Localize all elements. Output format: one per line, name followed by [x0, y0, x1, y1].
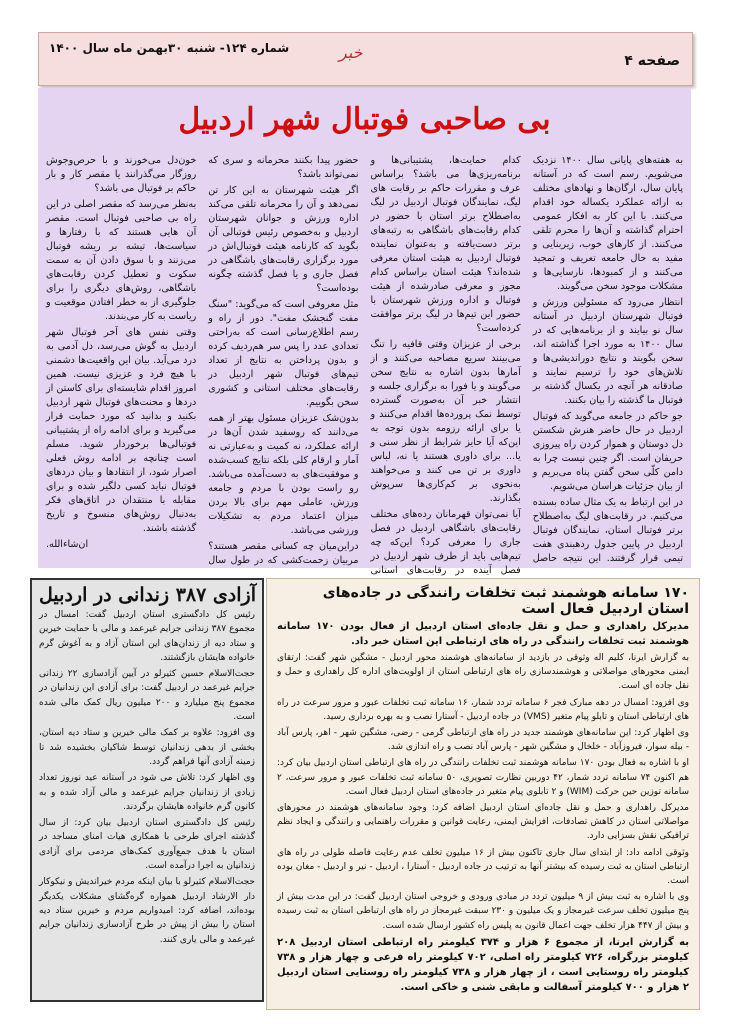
traffic-cameras-article-body — [267, 619, 699, 995]
main-signoff: ان‌شاءالله. — [46, 539, 89, 550]
prisoners-paragraph: رئیس کل دادگستری استان اردبیل بیان کرد: از سال گذشته اجرای طرحی با همکاری هیات امنای مساجد در استان با هدف جمع‌آوری کمک‌های مردمی برای آزادی زندانیان به اجرا درآمده است. — [39, 818, 255, 872]
page-number: صفحه ۴ — [624, 53, 680, 69]
prisoners-paragraph: حجت‌الاسلام حسین کثیرلو در آیین آزادسازی ۲۲ زندانی جرایم غیرعمد در اردبیل گفت: برای آزادی این زندانیان در مجموع پنج میلیارد و ۲۰۰ میلیون ریال کمک مالی شده است. — [39, 669, 255, 723]
main-article — [38, 88, 691, 576]
main-article-body — [46, 154, 684, 576]
traffic-cameras-closing: به گزارش ایرنا، از مجموع ۶ هزار و ۳۷۴ کیلومتر راه ارتباطی استان اردبیل ۲۰۸ کیلومتر بزرگراه، ۷۲۶ کیلومتر راه اصلی، ۷۰۲ کیلومتر راه فرعی و چهار هزار و ۷۳۸ کیلومتر راه روستایی است ، از چهار هزار و ۷۳۸ کیلومتر راه روستایی استان اردبیل ۲ هزار و ۷۰۰ کیلومتر آسفالت و مابقی شنی و خاکی است. — [277, 936, 690, 993]
main-paragraph: وقتی نفس های آخر فوتبال شهر اردبیل به گوش می‌رسد، دل آدمی به درد می‌آید. بیان این واقعیت‌ها دشمنی با هیچ فرد و عزیزی نیست. همین امروز اقدام شایسته‌ای برای کاستن از دردها و محنت‌های فوتبال شهر اردبیل بکنید و بدانید که مورد حمایت قرار می‌گیرید و برای ادامه راه از پشتیبانی فوتبالی‌ها برخوردار شوید. مسلم است چنانچه بر ادامه روش فعلی اصرار شود، از انتقادها و بیان دردهای فوتبال نباید کسی دلگیر شده و برای مقابله با منتقدان در اتاق‌های فکر به‌دنبال روش‌های منسوخ و تاریخ گذشته باشند. — [46, 327, 197, 534]
prisoners-paragraph: رئیس کل دادگستری استان اردبیل گفت: امسال در مجموع ۳۸۷ زندانی جرایم غیرعمد و مالی با حمایت خیرین و ستاد دیه از زندان‌های این استان آزاد و به آغوش گرم خانواده هایشان بازگشتند. — [39, 610, 256, 663]
traffic-cameras-paragraph: مدیرکل راهداری و حمل و نقل جاده‌ای استان اردبیل اضافه کرد: وجود سامانه‌های هوشمند در محورهای مواصلاتی استان در کاهش تصادفات، افزایش ایمنی، رعایت قوانین و مقررات راهنمایی و رانندگی و ایجاد نظم ترافیکی نقش بسزایی دارد. — [277, 803, 689, 842]
main-paragraph: به‌نظر می‌رسد که مقصر اصلی در این راه بی صاحبی فوتبال است. مقصر آن هایی هستند که با رفتارها و سیاست‌ها، تیشه بر ریشه فوتبال می‌زنند و با سوق دادن آن به سمت سکوت و تعطیل کردن رقابت‌های باشگاهی، روش‌های دیگری را برای جلوگیری از به خطر افتادن موقعیت و ریاست به کار می‌بندند. — [46, 199, 197, 322]
traffic-cameras-paragraph: به گزارش ایرنا، کلیم اله وثوقی در بازدید از سامانه‌های هوشمند محور اردبیل - مشگین شهر گفت: ارتقای ایمنی محورهای مواصلاتی و هوشمندسازی راه های ارتباطی استان از اولویت‌های اداره کل راهداری و حمل و نقل جاده ای است. — [277, 653, 689, 692]
issue-info: شماره ۱۲۴- شنبه ۳۰بهمن ماه سال ۱۴۰۰ — [49, 41, 290, 55]
traffic-cameras-lead: مدیرکل راهداری و حمل و نقل جاده‌ای استان اردبیل از فعال بودن ۱۷۰ سامانه هوشمند ثبت تخلفات رانندگی در راه های ارتباطی این استان خبر داد. — [277, 621, 690, 647]
prisoners-paragraph: وی افزود: علاوه بر کمک مالی خیرین و ستاد دیه استان، بخشی از بدهی زندانیان توسط شاکیان بخشیده شد تا زمینه آزادی آنها فراهم گردد. — [39, 728, 255, 767]
main-paragraph: برخی از عزیزان وقتی قافیه را تنگ می‌بینند سریع مصاحبه می‌کنند و از آمارها بدون اشاره به نتایج سخن می‌گویند و یا فورا به برگزاری جلسه و انتشار خبر آن به‌صورت گسترده توسط نمک پرورده‌ها اقدام می‌کنند و یا برای ارائه رزومه بدون توجه به این‌که آیا حایز شرایط از نظر سنی و یا... برای داوری هستند یا نه، لباس داوری بر تن می کنند و می‌خواهند به‌نحوی بر کم‌کاری‌ها سرپوش بگذارند. — [370, 339, 521, 504]
traffic-cameras-paragraph: وی با اشاره به ثبت بیش از ۹ میلیون تردد در مبادی ورودی و خروجی استان اردبیل گفت: در این مدت بیش از پنج میلیون تخلف سرعت غیرمجاز و یک میلیون و ۲۳۰ سبقت غیرمجاز در راه های ارتباطی استان به ثبت رسیده و بیش از ۴۴۷ هزار تخلف جهت اعمال قانون به پلیس راه کشور ارسال شده است. — [277, 892, 689, 931]
prisoners-article — [30, 578, 264, 1002]
prisoners-paragraph: حجت‌الاسلام کثیرلو با بیان اینکه مردم خیراندیش و نیکوکار دار الارشاد اردبیل همواره گره‌گشای مشکلات یکدیگر بوده‌اند، اضافه کرد: امیدواریم مردم و خیرین ستاد دیه استان را بیش از پیش در طرح آزادسازی زندانیان جرایم غیرعمد و مالی یاری کنند. — [39, 877, 255, 945]
traffic-cameras-paragraph: وی افزود: امسال در دهه مبارک فجر ۶ سامانه تردد شمار، ۱۶ سامانه ثبت تخلفات عبور و مرور سرعت در راه های ارتباطی استان و تابلو پیام متغیر (VMS) در جاده اردبیل - آستارا نصب و به بهره برداری رسید. — [277, 697, 689, 722]
prisoners-article-title: آزادی ۳۸۷ زندانی در اردبیل — [39, 584, 256, 606]
traffic-cameras-article-title: ۱۷۰ سامانه هوشمند ثبت تخلفات رانندگی در جاده‌های استان اردبیل فعال است — [322, 585, 689, 617]
main-paragraph: اگر هیئت شهرستان به این کار تن نمی‌دهد و آن را محرمانه تلقی می‌کند اداره ورزش و جوانان شهرستان اردبیل و به‌خصوص رئیس فوتبالی آن بگوید که کارنامه هیئت فوتبال‌اش در مورد برگزاری رقابت‌های باشگاهی در فصل جاری و یا فصل گذشته چگونه بوده‌است؟ — [208, 185, 359, 294]
main-paragraph: بدون‌شک عزیزان مسئول بهتر از همه می‌دانند که روسفید شدن آن‌ها در ارائه عملکرد، نه کمیت و به‌عبارتی نه آمار و ارقام کلی بلکه نتایج کسب‌شده و موفقیت‌های به دست‌آمده می‌باشد. رو راست بودن با مردم و جامعه ورزش، عاملی مهم برای بالا بردن میزان اعتماد مردم به تشکیلات ورزشی می‌باشد. — [208, 413, 359, 536]
main-paragraph: آیا نمی‌توان قهرمانان رده‌های مختلف رقابت‌های باشگاهی اردبیل در فصل جاری را معرفی کرد؟ این‌که چه تیم‌هایی باید از طرف شهر اردبیل در فصل آینده در رقابت‌های استانی حضور پیدا بکنند محرمانه و سری که نمی‌تواند باشد؟ — [208, 155, 521, 576]
prisoners-article-body — [32, 608, 262, 947]
traffic-cameras-article — [266, 578, 700, 1010]
section-label: خبر — [339, 43, 363, 62]
main-article-title: بی صاحبی فوتبال شهر اردبیل — [178, 102, 551, 137]
main-paragraph: مثل معروفی است که می‌گوید: "سنگ مفت گنجشک مفت". دور از راه و رسم اطلاع‌رسانی است که به‌راحتی تعدادی عدد را پس سر هم‌ردیف کرده و بدون پرداختن به نتایج از تعداد تیم‌های فوتبال شهر اردبیل در رقابت‌های مختلف استانی و کشوری سخن بگوییم. — [208, 299, 359, 408]
main-paragraph: انتظار می‌رود که مسئولین ورزش و فوتبال شهرستان اردبیل در آستانه سال نو بیایند و از برنامه‌هایی که در سال ۱۴۰۰ به مورد اجرا گذاشته اند، سخن بگویند و نتایج دوراندیشی‌ها و تلاش‌های خود را ترسیم نمایند و صادقانه هر آنچه در یکسال گذشته بر فوتبال ما گذشته را بیان بکنند. — [532, 297, 684, 406]
main-paragraph: در این ارتباط به یک مثال ساده بسنده می‌کنیم. در رقابت‌های لیگ به‌اصطلاح برتر فوتبال استان، نمایندگان فوتبال اردبیل در پایین جدول ردهبندی هفت تیمی قرار گرفتند. این نتیجه حاصل کدام حمایت‌ها، پشتیبانی‌ها و برنامه‌ریزی‌ها می باشد؟ براساس عرف و مقررات حاکم بر رقابت های لیگ، نمایندگان فوتبال اردبیل در لیگ به‌اصطلاح برتر استان با حضور در کدام رقابت‌های باشگاهی به رتبه‌های برتر دست‌یافته و به‌عنوان نماینده فوتبال اردبیل به هیئت استان معرفی شده‌اند؟ هیئت استان براساس کدام مجوز و معرفی صادرشده از هیئت فوتبال و اداره ورزش شهرستان با حضور این تیم‌ها در لیگ برتر موافقت کرده‌است؟ — [370, 155, 683, 564]
page-header — [38, 32, 693, 86]
main-paragraph: به هفته‌های پایانی سال ۱۴۰۰ نزدیک می‌شویم. رسم است که در آستانه پایان سال، ارگان‌ها و نهادهای مختلف به ارائه عملکرد یکساله خود اقدام می‌کنند. با این کار به افکار عمومی احترام گذاشته و آن‌ها را محرم تلقی می‌کنند. از کارهای خوب، زیربنایی و مفید به حال جامعه تعریف و تمجید می‌کنند و از کمبودها، نارسایی‌ها و مشکلات موجود سخن می‌گویند. — [532, 155, 683, 292]
traffic-cameras-paragraph: او با اشاره به فعال بودن ۱۷۰ سامانه هوشمند ثبت تخلفات رانندگی در راه های ارتباطی استان اردبیل بیان کرد: هم اکنون ۷۴ سامانه تردد شمار، ۴۲ دوربین نظارت تصویری، ۵۰ سامانه ثبت تخلفات عبور و مرور سرعت، ۲ سامانه توزین حین حرکت (WIM) و ۲ تابلوی پیام متغیر در جاده‌های استان اردبیل فعال است. — [277, 758, 690, 797]
traffic-cameras-paragraph: وثوقی ادامه داد: از ابتدای سال جاری تاکنون بیش از ۱۶ میلیون تخلف عدم رعایت فاصله طولی در راه های ارتباطی استان به ثبت رسیده که بیشتر آنها به ترتیب در جاده اردبیل - آستارا ، اردبیل - نیر و اردبیل - مغان بوده است. — [277, 847, 689, 887]
main-paragraph: جو حاکم در جامعه می‌گوید که فوتبال اردبیل در حال حاضر هنرش شکستن دل دوستان و هموار کردن راه پیروزی حریفان است. اگر چنین نیست چرا به دامن کلّی سخن گفتن پناه می‌بریم و از بیان جزئیات هراسان می‌شویم. — [532, 411, 683, 492]
traffic-cameras-paragraph: وی اظهار کرد: این سامانه‌های هوشمند جدید در راه های ارتباطی گرمی - رضی، مشگین شهر - اهر، پارس آباد - بیله سوار، فیروزآباد - خلخال و مشگین شهر - پارس آباد نصب و راه اندازی شد. — [277, 728, 689, 753]
main-paragraph: دراین‌میان چه کسانی مقصر هستند؟ مربیان زحمت‌کشی که در طول سال خون‌دل می‌خورند و با حرص‌وجوش روزگار می‌گذرانند یا مقصر کار و بار حاکم بر فوتبال می باشد؟ — [46, 155, 359, 566]
prisoners-paragraph: وی اظهار کرد: تلاش می شود در آستانه عید نوروز تعداد زیادی از زندانیان جرایم غیرعمد و مالی آزاد شده و به کانون گرم خانواده هایشان برگردند. — [39, 773, 255, 812]
